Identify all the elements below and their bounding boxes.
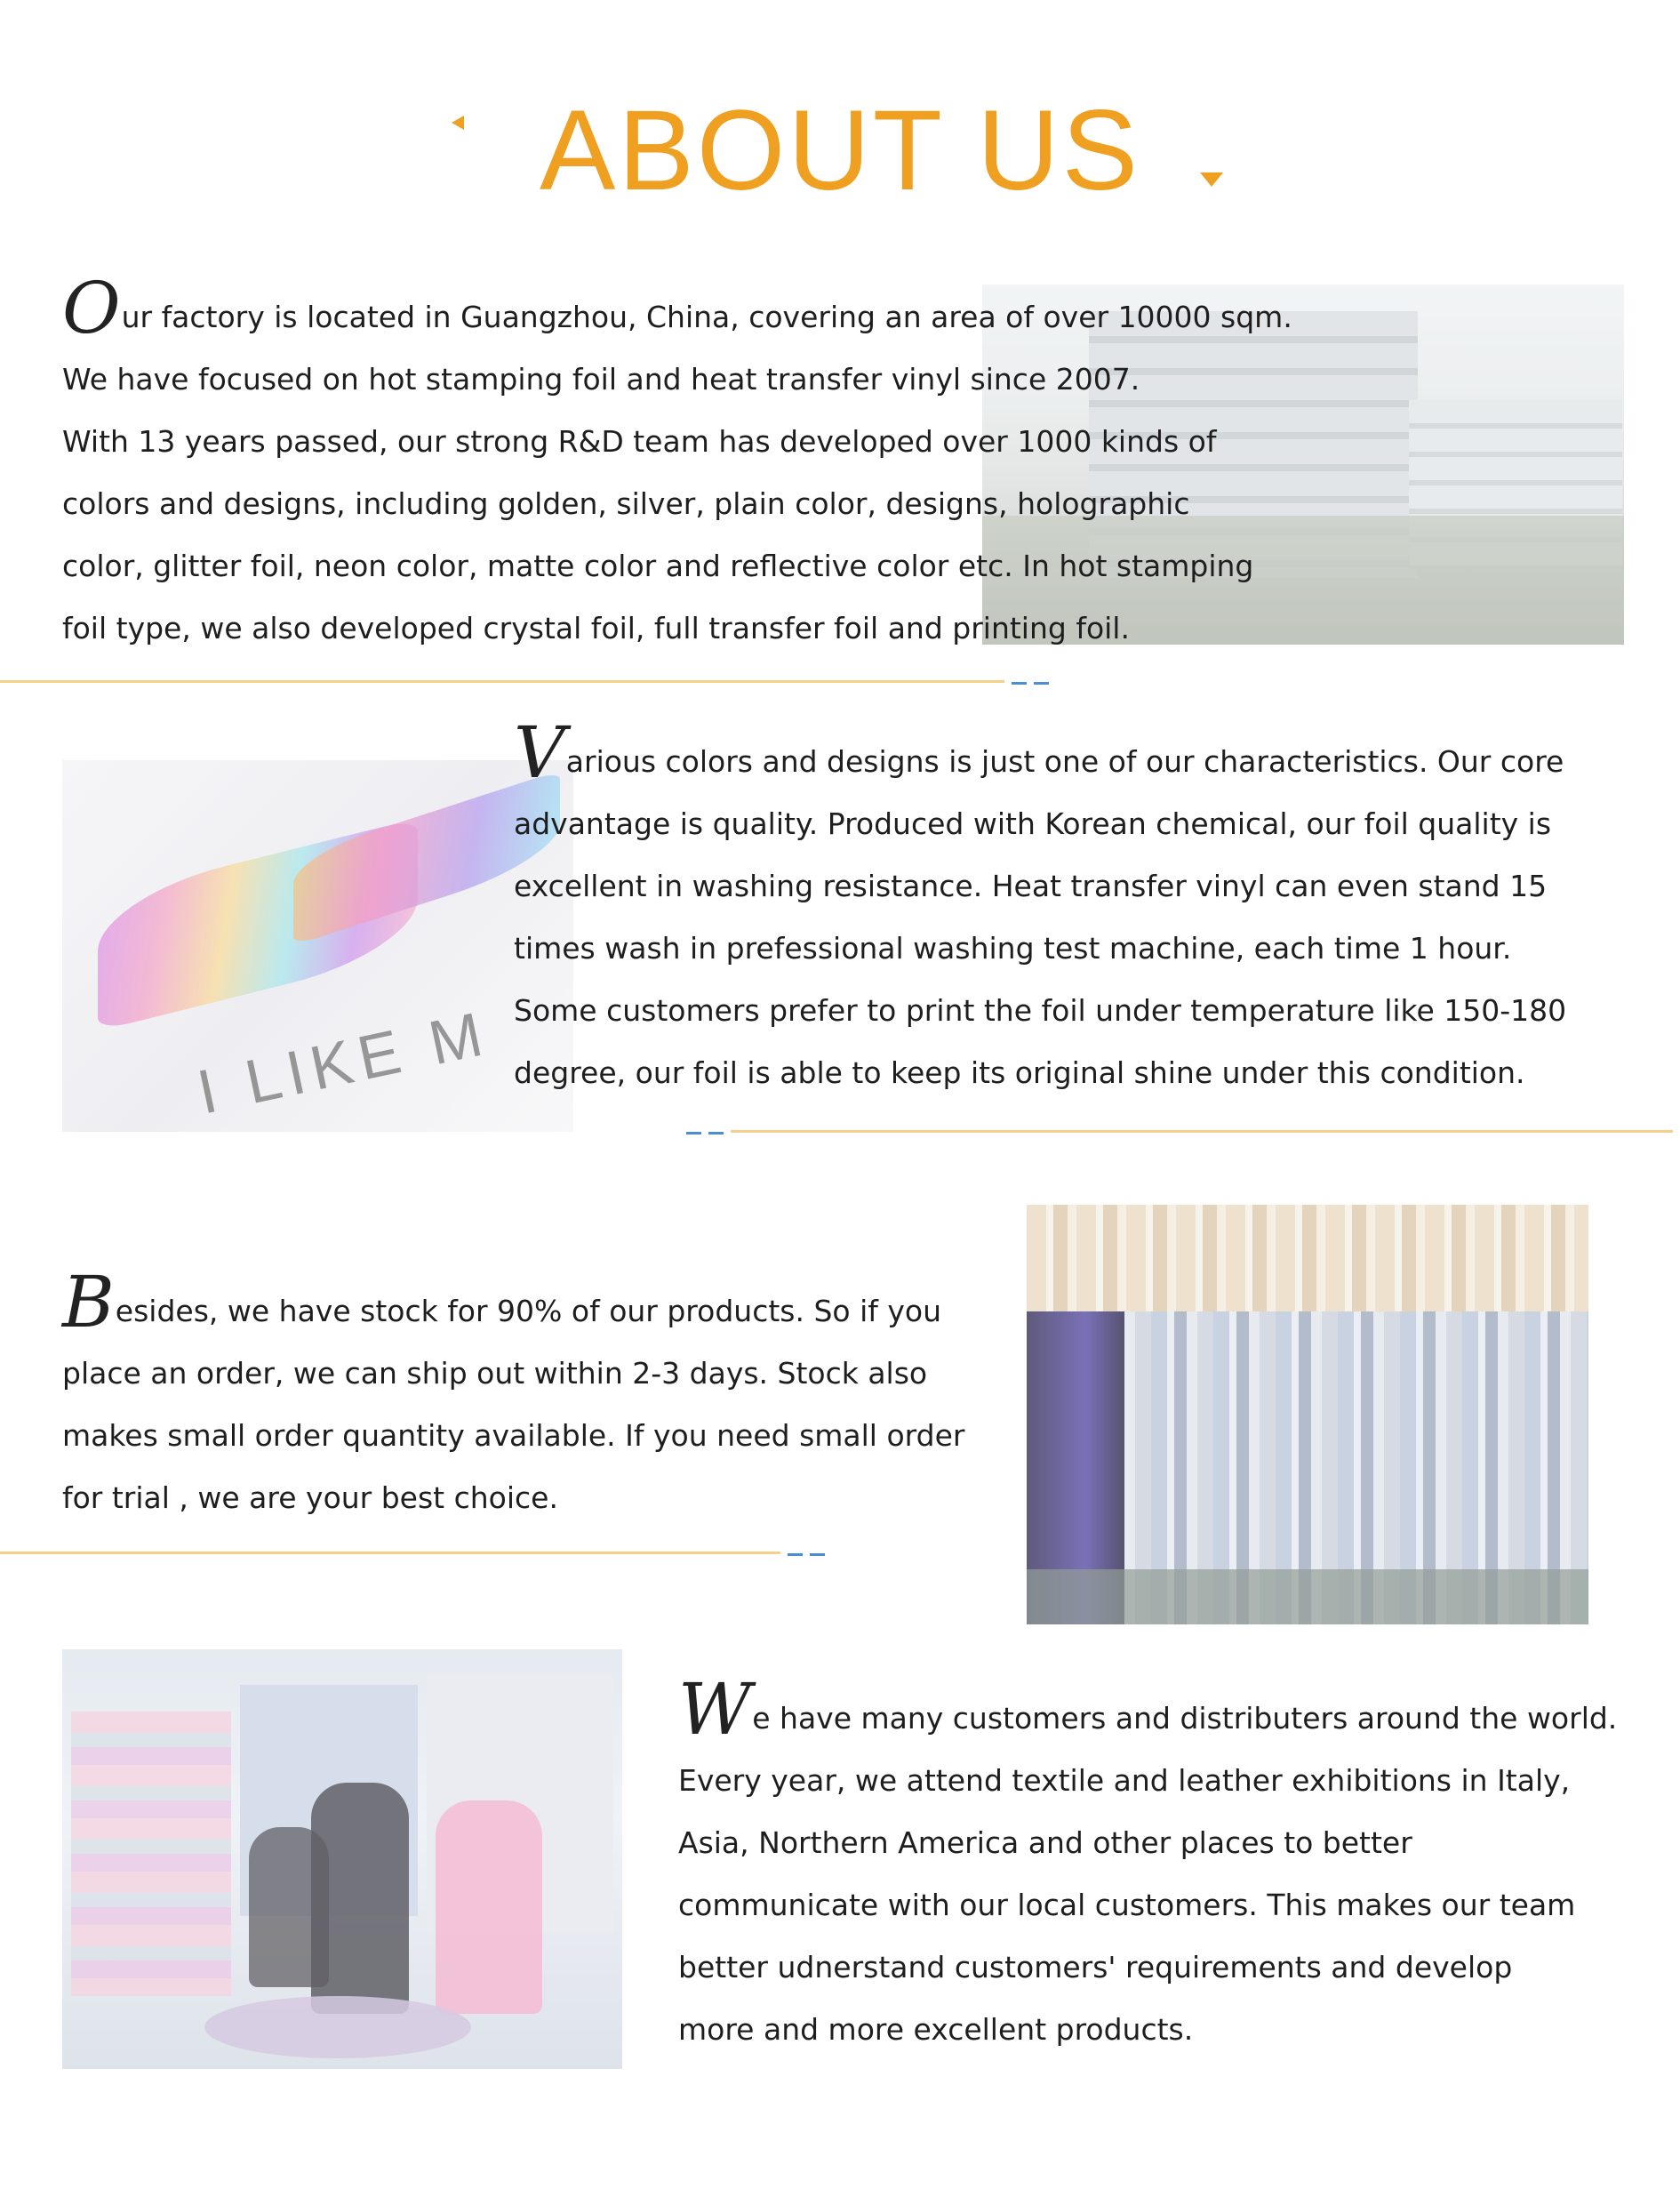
section3-line: esides, we have stock for 90% of our products. So if you <box>115 1294 941 1328</box>
section1-line: With 13 years passed, our strong R&D team has developed over 1000 kinds of <box>62 424 1217 459</box>
section1-line: foil type, we also developed crystal foil, full transfer foil and printing foil. <box>62 611 1130 645</box>
divider-dash <box>686 1132 724 1135</box>
section4-line: Every year, we attend textile and leather exhibitions in Italy, <box>678 1763 1571 1798</box>
section2-paragraph <box>514 711 1567 1104</box>
section2-line: degree, our foil is able to keep its original shine under this condition. <box>514 1055 1525 1090</box>
triangle-down-icon <box>1200 172 1223 187</box>
section3-line: for trial , we are your best choice. <box>62 1480 558 1515</box>
section1-line: We have focused on hot stamping foil and heat transfer vinyl since 2007. <box>62 362 1140 397</box>
section4-dropcap: W <box>678 1668 752 1751</box>
section4-line: more and more excellent products. <box>678 2012 1194 2047</box>
section4-line: communicate with our local customers. This makes our team <box>678 1888 1576 1922</box>
section4-paragraph <box>678 1668 1618 2061</box>
section2-line: advantage is quality. Produced with Korean chemical, our foil quality is <box>514 806 1552 841</box>
section2-line: arious colors and designs is just one of our characteristics. Our core <box>565 744 1564 779</box>
section3-paragraph <box>62 1261 965 1529</box>
section4-line: e have many customers and distributers around the world. <box>752 1701 1618 1736</box>
section1-line: colors and designs, including golden, silver, plain color, designs, holographic <box>62 486 1190 521</box>
section2-line: excellent in washing resistance. Heat transfer vinyl can even stand 15 <box>514 869 1548 903</box>
divider-rule <box>0 1552 780 1554</box>
section1-line: ur factory is located in Guangzhou, China, covering an area of over 10000 sqm. <box>121 300 1292 334</box>
section3-line: makes small order quantity available. If you need small order <box>62 1418 965 1453</box>
divider-dash <box>788 1553 825 1556</box>
foil-rolls-photo <box>1027 1205 1588 1624</box>
section1-line: color, glitter foil, neon color, matte color and reflective color etc. In hot stamping <box>62 549 1254 583</box>
section4-line: Asia, Northern America and other places to better <box>678 1825 1412 1860</box>
page-title: ABOUT US <box>540 87 1140 214</box>
section4-line: better udnerstand customers' requirements and develop <box>678 1950 1513 1984</box>
divider-rule <box>731 1130 1673 1133</box>
exhibition-photo <box>62 1649 622 2069</box>
section3-line: place an order, we can ship out within 2-3 days. Stock also <box>62 1356 928 1391</box>
section2-line: Some customers prefer to print the foil under temperature like 150-180 <box>514 993 1567 1028</box>
divider-dash <box>1012 682 1049 685</box>
section2-dropcap: V <box>514 711 565 794</box>
foil-tshirt-photo: I LIKE M <box>62 760 573 1132</box>
section3-dropcap: B <box>62 1261 115 1343</box>
section2-line: times wash in prefessional washing test machine, each time 1 hour. <box>514 931 1512 966</box>
divider-rule <box>0 680 1004 683</box>
section1-paragraph <box>62 267 1292 660</box>
section1-dropcap: O <box>62 267 121 349</box>
